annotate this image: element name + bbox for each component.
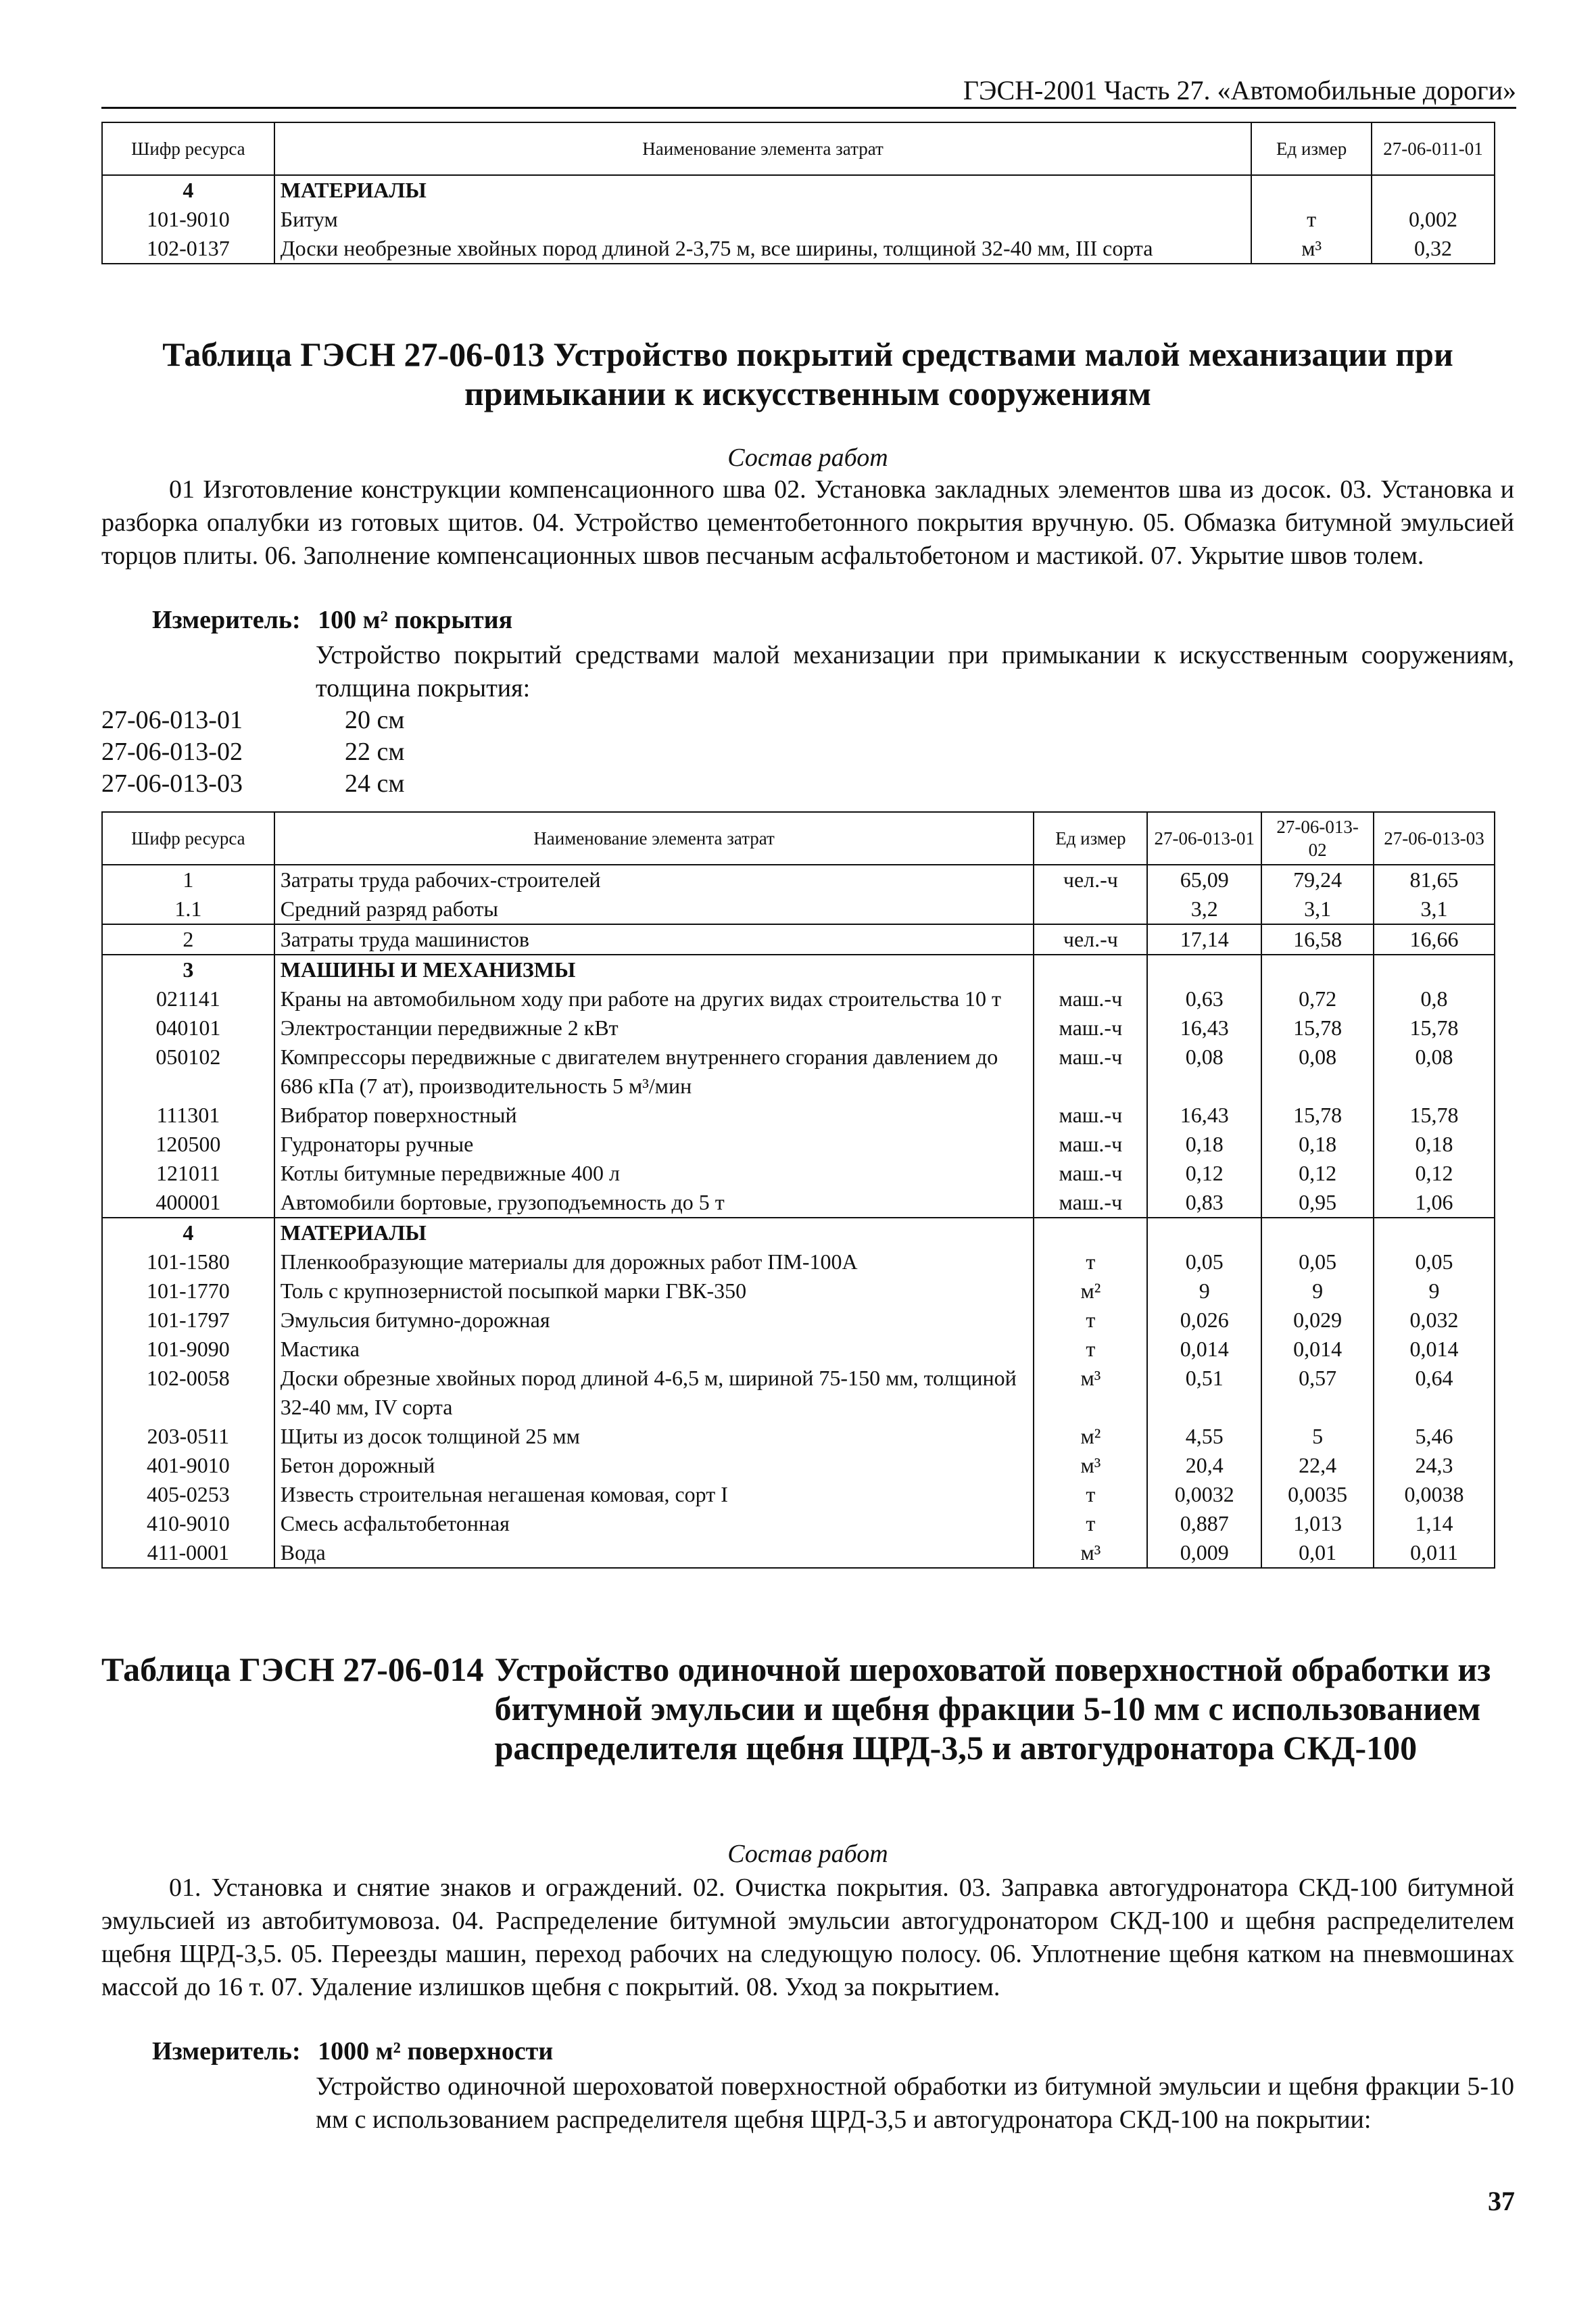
table-section-row [102, 175, 1495, 205]
row-code: 3 [102, 955, 274, 984]
col-header-name: Наименование элемента затрат [274, 122, 1251, 175]
row-value-01: 3,2 [1147, 894, 1261, 924]
col-header-code: Шифр ресурса [102, 812, 274, 865]
row-code: 101-9010 [102, 205, 274, 234]
row-value-03: 0,12 [1374, 1159, 1495, 1188]
row-value-02: 9 [1261, 1276, 1374, 1306]
table-013-title: Таблица ГЭСН 27-06-013 Устройство покрытий средствами малой механизации при примыкании к искусственным сооружениям [162, 335, 1453, 412]
table-row [102, 1480, 1495, 1509]
row-value-03: 3,1 [1374, 894, 1495, 924]
row-code: 050102 [102, 1043, 274, 1101]
code-id: 27-06-013-03 [101, 769, 243, 798]
row-name: Вода [274, 1538, 1034, 1568]
code-line [101, 737, 405, 767]
row-value-03: 0,18 [1374, 1130, 1495, 1159]
row-value-02: 3,1 [1261, 894, 1374, 924]
row-value-02: 0,12 [1261, 1159, 1374, 1188]
row-unit: м³ [1034, 1364, 1147, 1422]
row-name: Электростанции передвижные 2 кВт [274, 1013, 1034, 1043]
row-unit: т [1034, 1306, 1147, 1335]
row-name: Доски обрезные хвойных пород длиной 4-6,5 м, шириной 75-150 мм, толщиной 32-40 мм, IV сорта [274, 1364, 1034, 1422]
row-value-02: 16,58 [1261, 924, 1374, 955]
row-value-02: 0,18 [1261, 1130, 1374, 1159]
row-value-01: 9 [1147, 1276, 1261, 1306]
row-value-01: 0,63 [1147, 984, 1261, 1013]
table-row [102, 234, 1495, 264]
row-value-03: 0,011 [1374, 1538, 1495, 1568]
row-name: Автомобили бортовые, грузоподъемность до 5 т [274, 1188, 1034, 1218]
row-code: 2 [102, 924, 274, 955]
section-code: 4 [102, 175, 274, 205]
row-unit: м³ [1251, 234, 1372, 264]
row-value-01: 0,014 [1147, 1335, 1261, 1364]
table-row [102, 1043, 1495, 1101]
row-name: Компрессоры передвижные с двигателем внутреннего сгорания давлением до 686 кПа (7 ат), производительность 5 м³/мин [274, 1043, 1034, 1101]
col-header-norm-01: 27-06-013-01 [1147, 812, 1261, 865]
row-value-02: 0,029 [1261, 1306, 1374, 1335]
row-unit [1034, 894, 1147, 924]
row-code: 203-0511 [102, 1422, 274, 1451]
row-unit: т [1034, 1335, 1147, 1364]
row-value-03 [1374, 955, 1495, 984]
row-unit: т [1034, 1247, 1147, 1276]
row-code: 101-1797 [102, 1306, 274, 1335]
row-value-02: 79,24 [1261, 865, 1374, 894]
row-value-01: 4,55 [1147, 1422, 1261, 1451]
row-value: 0,002 [1372, 205, 1495, 234]
row-name: Щиты из досок толщиной 25 мм [274, 1422, 1034, 1451]
row-value-02: 0,0035 [1261, 1480, 1374, 1509]
row-value-02 [1261, 1218, 1374, 1247]
row-code: 101-1580 [102, 1247, 274, 1276]
header-text: ГЭСН-2001 Часть 27. «Автомобильные дороги» [963, 75, 1516, 105]
table-row [102, 1451, 1495, 1480]
row-value-02: 0,95 [1261, 1188, 1374, 1218]
table-row [102, 1422, 1495, 1451]
composition-title: Состав работ [727, 444, 888, 472]
row-value-01: 0,026 [1147, 1306, 1261, 1335]
row-code: 405-0253 [102, 1480, 274, 1509]
row-value-01 [1147, 955, 1261, 984]
row-code: 411-0001 [102, 1538, 274, 1568]
row-value-01: 16,43 [1147, 1013, 1261, 1043]
row-value-01: 0,0032 [1147, 1480, 1261, 1509]
row-code: 120500 [102, 1130, 274, 1159]
row-unit: м² [1034, 1422, 1147, 1451]
table-section-row [102, 1218, 1495, 1247]
code-value: 24 см [345, 769, 405, 798]
section-name: МАТЕРИАЛЫ [274, 175, 1251, 205]
row-value-03: 0,05 [1374, 1247, 1495, 1276]
table-row [102, 1188, 1495, 1218]
row-code: 121011 [102, 1159, 274, 1188]
row-code: 4 [102, 1218, 274, 1247]
row-value-03: 0,0038 [1374, 1480, 1495, 1509]
measure-value: 100 м² покрытия [318, 606, 513, 634]
table-014-title [101, 1650, 1514, 1767]
row-value-03: 81,65 [1374, 865, 1495, 894]
row-value-03: 1,14 [1374, 1509, 1495, 1538]
composition-title: Состав работ [727, 1840, 888, 1868]
measure-line [152, 2036, 553, 2066]
page-header [101, 74, 1516, 109]
table-row [102, 1335, 1495, 1364]
composition-text: 01. Установка и снятие знаков и ограждений. 02. Очистка покрытия. 03. Заправка автогудронатора СКД-100 битумной эмульсией из автобитумовоза. 04. Распределение битумной эмульсии автогудронатором СКД-100 и щебня распределителем щебня ЩРД-3,5. 05. Переезды машин, переход рабочих на следующую полосу. 06. Уплотнение щебня катком на пневмошинах массой до 16 т. 07. Удаление излишков щебня с покрытий. 08. Уход за покрытием. [101, 1874, 1514, 2001]
table-row [102, 1159, 1495, 1188]
description: Устройство покрытий средствами малой механизации при примыкании к искусственным сооружениям, толщина покрытия: [316, 641, 1514, 702]
page-number: 37 [1488, 2186, 1515, 2216]
row-value-02: 0,01 [1261, 1538, 1374, 1568]
row-code: 1.1 [102, 894, 274, 924]
table-row [102, 894, 1495, 924]
row-value-02: 22,4 [1261, 1451, 1374, 1480]
row-code: 040101 [102, 1013, 274, 1043]
row-code: 401-9010 [102, 1451, 274, 1480]
row-name: Пленкообразующие материалы для дорожных работ ПМ-100А [274, 1247, 1034, 1276]
table-row [102, 984, 1495, 1013]
code-value: 20 см [345, 706, 405, 734]
row-value-02: 15,78 [1261, 1101, 1374, 1130]
row-name: Известь строительная негашеная комовая, сорт I [274, 1480, 1034, 1509]
row-name: Эмульсия битумно-дорожная [274, 1306, 1034, 1335]
row-unit: т [1034, 1509, 1147, 1538]
row-name: Бетон дорожный [274, 1451, 1034, 1480]
row-unit: маш.-ч [1034, 1101, 1147, 1130]
table-row [102, 1276, 1495, 1306]
code-id: 27-06-013-01 [101, 706, 243, 734]
row-value-03: 0,64 [1374, 1364, 1495, 1422]
row-value-02: 0,08 [1261, 1043, 1374, 1101]
row-name: Битум [274, 205, 1251, 234]
col-header-norm: 27-06-011-01 [1372, 122, 1495, 175]
row-name: Котлы битумные передвижные 400 л [274, 1159, 1034, 1188]
row-value-02: 0,05 [1261, 1247, 1374, 1276]
row-value-02: 0,57 [1261, 1364, 1374, 1422]
col-header-norm-02: 27-06-013-02 [1261, 812, 1374, 865]
col-header-code: Шифр ресурса [102, 122, 274, 175]
table-row [102, 1509, 1495, 1538]
row-unit: чел.-ч [1034, 865, 1147, 894]
col-header-unit: Ед измер [1034, 812, 1147, 865]
code-value: 22 см [345, 738, 405, 766]
row-name: МАШИНЫ И МЕХАНИЗМЫ [274, 955, 1034, 984]
row-value-02 [1261, 955, 1374, 984]
row-value-01: 0,51 [1147, 1364, 1261, 1422]
row-name: Краны на автомобильном ходу при работе на других видах строительства 10 т [274, 984, 1034, 1013]
measure-line [152, 605, 512, 635]
row-value-01: 0,08 [1147, 1043, 1261, 1101]
row-code: 101-1770 [102, 1276, 274, 1306]
row-value-03: 9 [1374, 1276, 1495, 1306]
row-value-03: 0,014 [1374, 1335, 1495, 1364]
row-value-02: 5 [1261, 1422, 1374, 1451]
table-row [102, 205, 1495, 234]
row-unit [1034, 955, 1147, 984]
row-name: Мастика [274, 1335, 1034, 1364]
table-row [102, 1364, 1495, 1422]
row-unit: чел.-ч [1034, 924, 1147, 955]
table-row [102, 865, 1495, 894]
row-name: Гудронаторы ручные [274, 1130, 1034, 1159]
row-value-03 [1374, 1218, 1495, 1247]
row-value-01: 0,12 [1147, 1159, 1261, 1188]
row-value-01: 16,43 [1147, 1101, 1261, 1130]
row-unit: м³ [1034, 1451, 1147, 1480]
description: Устройство одиночной шероховатой поверхностной обработки из битумной эмульсии и щебня фракции 5-10 мм с использованием распределителя щебня ЩРД-3,5 и автогудронатора СКД-100 на покрытии: [316, 2072, 1514, 2134]
row-code: 1 [102, 865, 274, 894]
table-row [102, 1306, 1495, 1335]
row-value-03: 15,78 [1374, 1013, 1495, 1043]
row-unit: т [1034, 1480, 1147, 1509]
row-unit: маш.-ч [1034, 1159, 1147, 1188]
row-unit: маш.-ч [1034, 1188, 1147, 1218]
col-header-norm-03: 27-06-013-03 [1374, 812, 1495, 865]
row-unit: маш.-ч [1034, 1043, 1147, 1101]
row-value-02: 0,72 [1261, 984, 1374, 1013]
row-name: Средний разряд работы [274, 894, 1034, 924]
row-value-02: 1,013 [1261, 1509, 1374, 1538]
row-value-03: 15,78 [1374, 1101, 1495, 1130]
code-line [101, 705, 405, 735]
row-value-01: 0,009 [1147, 1538, 1261, 1568]
composition-text: 01 Изготовление конструкции компенсационного шва 02. Установка закладных элементов шва из досок. 03. Установка и разборка опалубки из готовых щитов. 04. Устройство цементобетонного покрытия вручную. 05. Обмазка битумной эмульсией торцов плиты. 06. Заполнение компенсационных швов песчаным асфальтобетоном и мастикой. 07. Укрытие швов толем. [101, 475, 1514, 570]
row-value-03: 24,3 [1374, 1451, 1495, 1480]
col-header-name: Наименование элемента затрат [274, 812, 1034, 865]
row-value-03: 0,8 [1374, 984, 1495, 1013]
table-header-row [102, 122, 1495, 175]
row-name: МАТЕРИАЛЫ [274, 1218, 1034, 1247]
row-code: 102-0137 [102, 234, 274, 264]
code-line [101, 769, 405, 798]
row-value-03: 0,08 [1374, 1043, 1495, 1101]
table-row [102, 1013, 1495, 1043]
row-unit: т [1251, 205, 1372, 234]
table-row [102, 1130, 1495, 1159]
row-value-01: 17,14 [1147, 924, 1261, 955]
row-value-01: 20,4 [1147, 1451, 1261, 1480]
row-value-01: 65,09 [1147, 865, 1261, 894]
measure-label: Измеритель: [152, 2037, 301, 2066]
row-code: 111301 [102, 1101, 274, 1130]
row-value-01: 0,83 [1147, 1188, 1261, 1218]
row-value-03: 16,66 [1374, 924, 1495, 955]
table-027-06-013 [101, 811, 1495, 1569]
col-header-unit: Ед измер [1251, 122, 1372, 175]
row-value-03: 1,06 [1374, 1188, 1495, 1218]
row-value-03: 5,46 [1374, 1422, 1495, 1451]
table-row [102, 1247, 1495, 1276]
row-code: 410-9010 [102, 1509, 274, 1538]
table-027-06-011 [101, 122, 1495, 264]
row-unit: маш.-ч [1034, 1130, 1147, 1159]
row-unit: м² [1034, 1276, 1147, 1306]
row-name: Доски необрезные хвойных пород длиной 2-3,75 м, все ширины, толщиной 32-40 мм, III сорта [274, 234, 1251, 264]
row-value-02: 15,78 [1261, 1013, 1374, 1043]
row-value-01: 0,887 [1147, 1509, 1261, 1538]
table-row [102, 924, 1495, 955]
row-name: Затраты труда машинистов [274, 924, 1034, 955]
row-value-01: 0,05 [1147, 1247, 1261, 1276]
table-014-title-rest: Устройство одиночной шероховатой поверхностной обработки из битумной эмульсии и щебня фракции 5-10 мм с использованием распределителя щебня ЩРД-3,5 и автогудронатора СКД-100 [494, 1650, 1491, 1767]
row-value-01 [1147, 1218, 1261, 1247]
table-row [102, 1101, 1495, 1130]
row-name: Вибратор поверхностный [274, 1101, 1034, 1130]
row-value-01: 0,18 [1147, 1130, 1261, 1159]
row-value-03: 0,032 [1374, 1306, 1495, 1335]
row-unit: маш.-ч [1034, 984, 1147, 1013]
row-code: 102-0058 [102, 1364, 274, 1422]
code-id: 27-06-013-02 [101, 738, 243, 766]
row-name: Толь с крупнозернистой посыпкой марки ГВК-350 [274, 1276, 1034, 1306]
row-unit [1034, 1218, 1147, 1247]
row-code: 021141 [102, 984, 274, 1013]
table-section-row [102, 955, 1495, 984]
row-value: 0,32 [1372, 234, 1495, 264]
table-row [102, 1538, 1495, 1568]
row-name: Затраты труда рабочих-строителей [274, 865, 1034, 894]
table-014-title-prefix: Таблица ГЭСН 27-06-014 [101, 1650, 484, 1688]
measure-value: 1000 м² поверхности [318, 2037, 554, 2066]
row-code: 101-9090 [102, 1335, 274, 1364]
measure-label: Измеритель: [152, 606, 301, 634]
row-unit: м³ [1034, 1538, 1147, 1568]
table-header-row [102, 812, 1495, 865]
row-unit: маш.-ч [1034, 1013, 1147, 1043]
row-value-02: 0,014 [1261, 1335, 1374, 1364]
row-name: Смесь асфальтобетонная [274, 1509, 1034, 1538]
row-code: 400001 [102, 1188, 274, 1218]
